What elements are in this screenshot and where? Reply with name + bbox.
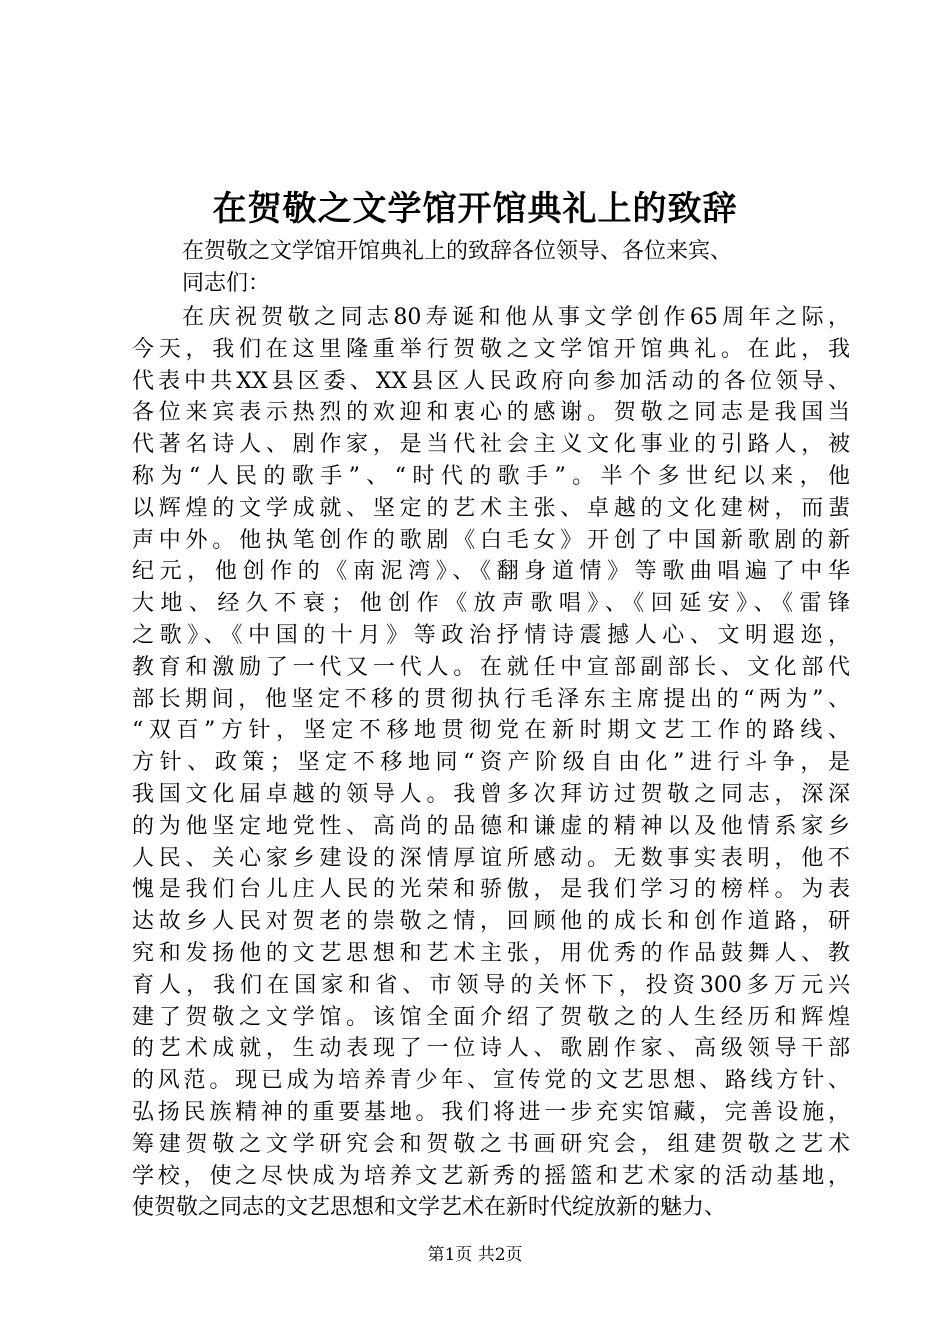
body-line: 教育和激励了一代又一代人。在就任中宣部副部长、文化部代 bbox=[132, 654, 850, 680]
body-line: 声中外。他执笔创作的歌剧《白毛女》开创了中国新歌剧的新 bbox=[132, 527, 850, 553]
body-line: 的风范。现已成为培养青少年、宣传党的文艺思想、路线方针、 bbox=[132, 1068, 850, 1094]
body-line: 究和发扬他的文艺思想和艺术主张，用优秀的作品鼓舞人、教 bbox=[132, 940, 850, 966]
page-footer: 第1页 共2页 bbox=[427, 1245, 523, 1265]
body-line: “双百”方针，坚定不移地贯彻党在新时期文艺工作的路线、 bbox=[132, 718, 850, 744]
body-line: 愧是我们台儿庄人民的光荣和骄傲，是我们学习的榜样。为表 bbox=[132, 877, 850, 903]
body-line: 的艺术成就，生动表现了一位诗人、歌剧作家、高级领导干部 bbox=[132, 1036, 850, 1062]
body-line: 的为他坚定地党性、高尚的品德和谦虚的精神以及他情系家乡 bbox=[132, 813, 850, 839]
body-line: 方针、政策；坚定不移地同“资产阶级自由化”进行斗争，是 bbox=[132, 750, 850, 776]
body-line: 之歌》、《中国的十月》等政治抒情诗震撼人心、文明遐迩， bbox=[132, 622, 850, 648]
body-line: 建了贺敬之文学馆。该馆全面介绍了贺敬之的人生经历和辉煌 bbox=[132, 1004, 850, 1030]
document-title: 在贺敬之文学馆开馆典礼上的致辞 bbox=[212, 189, 738, 229]
body-line: 育人，我们在国家和省、市领导的关怀下，投资300多万元兴 bbox=[132, 972, 850, 998]
body-line: 今天，我们在这里隆重举行贺敬之文学馆开馆典礼。在此，我 bbox=[132, 336, 850, 362]
body-line: 在庆祝贺敬之同志80寿诞和他从事文学创作65周年之际， bbox=[182, 305, 850, 330]
body-line: 学校，使之尽快成为培养文艺新秀的摇篮和艺术家的活动基地， bbox=[132, 1163, 850, 1189]
body-line: 部长期间，他坚定不移的贯彻执行毛泽东主席提出的“两为”、 bbox=[132, 686, 850, 712]
body-line: 代著名诗人、剧作家，是当代社会主义文化事业的引路人，被 bbox=[132, 432, 850, 458]
body-line: 筹建贺敬之文学研究会和贺敬之书画研究会，组建贺敬之艺术 bbox=[132, 1131, 850, 1157]
document-body bbox=[132, 302, 850, 1224]
intro-line: 同志们： bbox=[182, 271, 271, 296]
body-line: 弘扬民族精神的重要基地。我们将进一步充实馆藏，完善设施， bbox=[132, 1099, 850, 1125]
document-intro bbox=[182, 236, 862, 300]
body-line: 大地、经久不衰；他创作《放声歌唱》、《回延安》、《雷锋 bbox=[132, 591, 850, 617]
body-line: 使贺敬之同志的文艺思想和文学艺术在新时代绽放新的魅力、 bbox=[132, 1195, 727, 1221]
body-line: 纪元，他创作的《南泥湾》、《翻身道情》等歌曲唱遍了中华 bbox=[132, 559, 850, 585]
body-line: 以辉煌的文学成就、坚定的艺术主张、卓越的文化建树，而蜚 bbox=[132, 495, 850, 521]
intro-line: 在贺敬之文学馆开馆典礼上的致辞各位领导、各位来宾、 bbox=[182, 239, 733, 264]
body-line: 称为“人民的歌手”、“时代的歌手”。半个多世纪以来，他 bbox=[132, 463, 850, 489]
body-line: 人民、关心家乡建设的深情厚谊所感动。无数事实表明，他不 bbox=[132, 845, 850, 871]
body-line: 代表中共XX县区委、XX县区人民政府向参加活动的各位领导、 bbox=[132, 368, 850, 394]
body-line: 我国文化届卓越的领导人。我曾多次拜访过贺敬之同志，深深 bbox=[132, 781, 850, 807]
body-line: 达故乡人民对贺老的崇敬之情，回顾他的成长和创作道路，研 bbox=[132, 909, 850, 935]
body-line: 各位来宾表示热烈的欢迎和衷心的感谢。贺敬之同志是我国当 bbox=[132, 400, 850, 426]
